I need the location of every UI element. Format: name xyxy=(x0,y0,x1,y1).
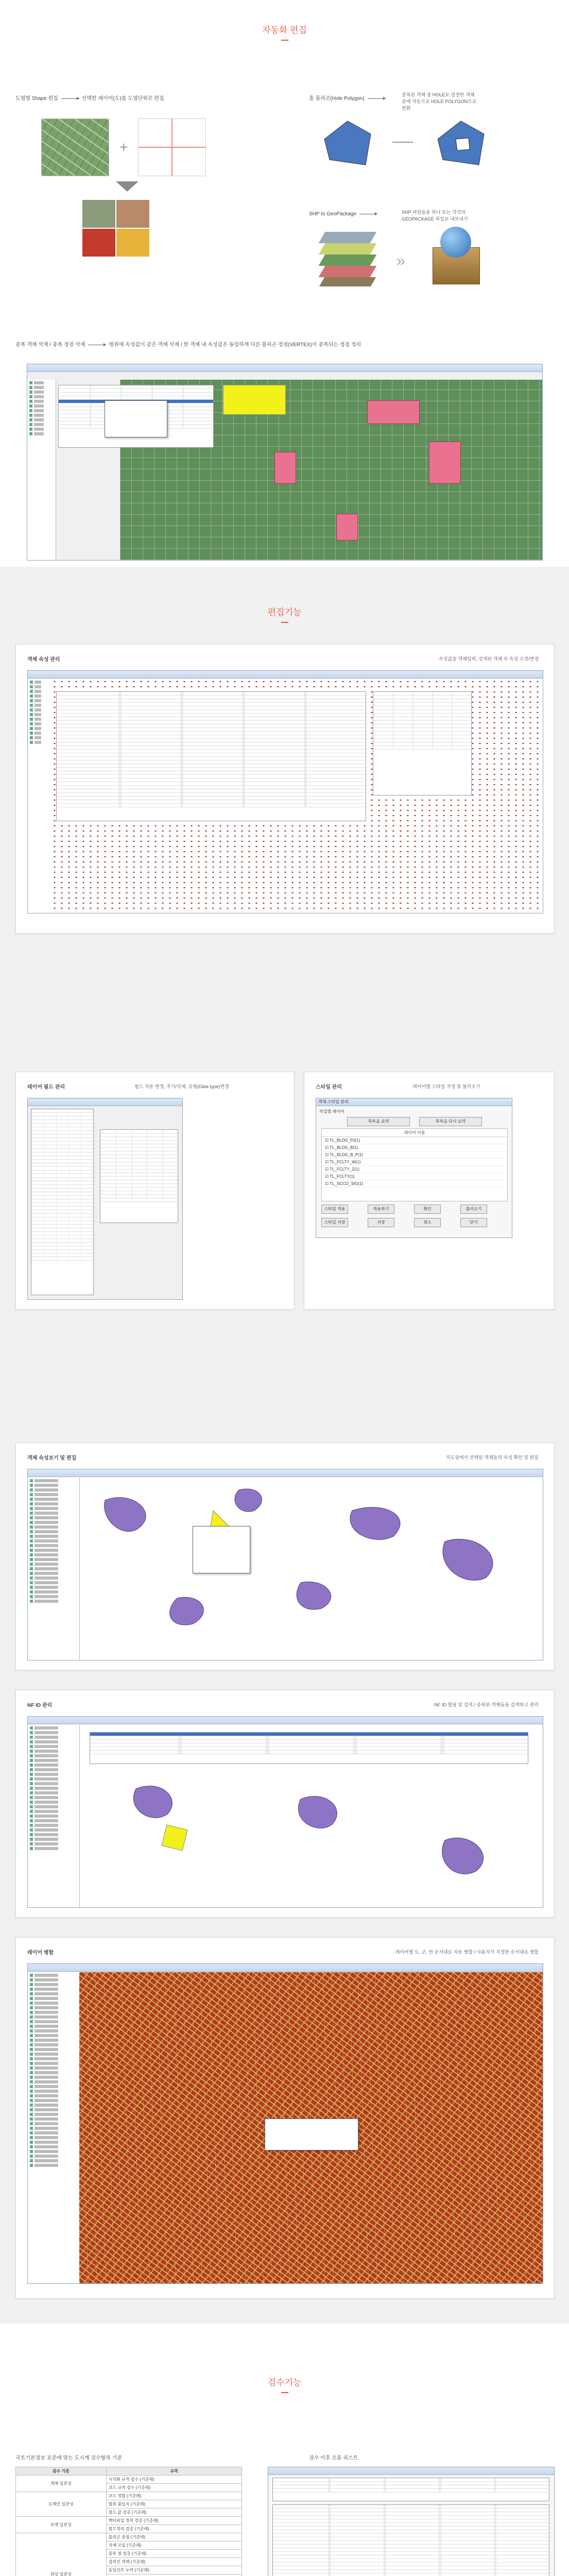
window-titlebar xyxy=(28,1098,182,1106)
error-list-screenshot xyxy=(268,2467,555,2576)
map-feature xyxy=(274,452,296,484)
summary-a-button[interactable]: 목록을 요약 xyxy=(347,1117,410,1126)
window-titlebar xyxy=(28,1964,543,1972)
map-canvas[interactable] xyxy=(84,1480,538,1655)
table-header: 검수 기준 xyxy=(16,2467,107,2476)
nfid-screenshot xyxy=(27,1716,543,1908)
map-feature xyxy=(336,514,358,540)
attr-title: 객체 속성 관리 xyxy=(27,657,60,663)
merge-complete-dialog xyxy=(265,2119,358,2150)
criteria-item: 동일선로 누락 (기준레) xyxy=(106,2566,242,2574)
section-inspect xyxy=(0,2324,569,2576)
batch-edit-screenshot xyxy=(27,364,543,561)
attr-desc: 속성값을 객체입력, 검색된 객체 속 속성 수정/변경 xyxy=(439,656,539,662)
split-tiles-icon xyxy=(82,200,149,257)
merge-title: 레이어 병합 xyxy=(27,1950,54,1956)
field-desc: 필드 자동 변경, 추가/삭제, 유형(Data type)변경 xyxy=(134,1084,229,1089)
criteria-item: 중복 점 검증 (기준레) xyxy=(106,2550,242,2558)
style-layer-row[interactable] xyxy=(322,1137,507,1144)
error-table[interactable] xyxy=(272,2504,549,2576)
gpkg-desc: SHP 파일들을 하나 또는 각각의 GEOPACKAGE 파일로 내보내기 xyxy=(402,210,468,222)
hole-polygon-icon xyxy=(433,118,489,170)
criteria-item: 필드 값 검증 (기준레) xyxy=(106,2509,242,2517)
chevron-down-icon xyxy=(116,181,139,192)
style-layer-row[interactable] xyxy=(322,1180,507,1188)
style-layer-row[interactable] xyxy=(322,1144,507,1151)
arrow-right-icon xyxy=(392,142,413,143)
layer-table-header: 레이어 이름 xyxy=(322,1129,507,1137)
confirm-button[interactable]: 확인 xyxy=(414,1205,441,1214)
batch-edit-label xyxy=(15,340,361,348)
style-layer-label: TL_BLDG_F0(1) xyxy=(330,1138,360,1143)
checkbox-icon[interactable]: ☑ xyxy=(325,1174,330,1179)
inspect-list-title: 검수 이후 오류 리스트 xyxy=(309,2455,358,2461)
style-card xyxy=(304,1072,555,1310)
style-layer-row[interactable] xyxy=(322,1159,507,1166)
layer-stack-icon xyxy=(317,232,378,289)
summary-b-button[interactable]: 목록을 다시 요약 xyxy=(419,1117,482,1126)
style-title: 스타일 관리 xyxy=(316,1084,342,1090)
style-layer-row[interactable] xyxy=(322,1166,507,1173)
window-titlebar xyxy=(28,1469,543,1477)
package-box-icon xyxy=(427,227,484,289)
layer-tree[interactable] xyxy=(28,1972,80,2283)
merge-screenshot xyxy=(27,1963,543,2284)
cancel-button[interactable]: 취소 xyxy=(414,1218,441,1227)
shape-edit-desc: 선택한 레이어(도)를 도엽단위로 편집 xyxy=(81,96,164,101)
criteria-group: 위상 일관성 xyxy=(16,2533,107,2576)
nfid-desc: NF ID 할당 및 검색 / 중복된 객체들을 검색하고 관리 xyxy=(434,1702,539,1707)
map-feature xyxy=(429,442,461,484)
checkbox-icon[interactable]: ☑ xyxy=(325,1145,330,1150)
criteria-group: 포맷 일관성 xyxy=(16,2517,107,2533)
section-title-inspect: 검수기능 xyxy=(0,2375,569,2393)
table-row xyxy=(16,2517,242,2525)
criteria-item xyxy=(106,2574,242,2576)
plus-icon: + xyxy=(119,139,128,155)
nfid-title: NF ID 관리 xyxy=(27,1703,53,1708)
table-row xyxy=(16,2533,242,2541)
copy-title: 객체 속성보기 및 편집 xyxy=(27,1455,77,1461)
inspect-table-title: 국토기본정보 표준에 맞는 도시계 검수항목 기준 xyxy=(15,2455,123,2461)
section-edit xyxy=(0,567,569,2324)
checkbox-icon[interactable]: ☑ xyxy=(325,1181,330,1186)
checkbox-icon[interactable]: ☑ xyxy=(325,1160,330,1164)
criteria-group: 도메인 일관성 xyxy=(16,2492,107,2517)
gpkg-label xyxy=(309,211,380,217)
style-layer-label: TL_BLDG_B_P(1) xyxy=(330,1153,364,1157)
checkbox-icon[interactable]: ☑ xyxy=(325,1167,330,1172)
table-header: 규격 xyxy=(106,2467,242,2476)
layer-tree[interactable] xyxy=(28,1725,80,1907)
property-dialog xyxy=(193,1526,250,1573)
attr-card xyxy=(15,644,555,934)
style-layer-label: TL_FCLTY(1) xyxy=(330,1174,355,1179)
criteria-item: 범위 불일치 (기준레) xyxy=(106,2500,242,2509)
window-titlebar xyxy=(27,364,542,372)
hole-desc: 중복된 객체 중 HOLE로 설정한 객체 중에 자동으로 HOLE POLYGON으로 변환 xyxy=(402,92,477,111)
shape-edit-label xyxy=(15,94,164,101)
section-title-convenience: 자동화 편집 xyxy=(0,23,569,41)
style-dialog xyxy=(316,1098,512,1238)
criteria-item: 시각화 규격 검수 (기준레) xyxy=(106,2476,242,2484)
save-button[interactable]: 저장 xyxy=(368,1218,394,1227)
attr-screenshot xyxy=(27,670,543,913)
criteria-item: 코드 정합 (기준레) xyxy=(106,2492,242,2500)
criteria-item: 폴리곤 중첩 (기준레) xyxy=(106,2533,242,2541)
map-canvas[interactable] xyxy=(84,1768,538,1902)
gpkg-title: SHP to GeoPackage xyxy=(309,211,357,217)
style-desc: 레이어별 스타일 지정 및 불러오기 xyxy=(412,1084,480,1089)
table-row xyxy=(16,2476,242,2484)
checkbox-icon[interactable]: ☑ xyxy=(325,1153,330,1157)
attribute-table[interactable] xyxy=(56,691,366,821)
checkbox-icon[interactable]: ☑ xyxy=(325,1138,330,1143)
table-row xyxy=(16,2492,242,2500)
error-filter-form[interactable] xyxy=(272,2478,549,2501)
arrow-right-icon xyxy=(368,98,385,99)
copy-screenshot xyxy=(27,1469,543,1660)
style-layer-label: TL_SCCO_SIG(1) xyxy=(330,1181,364,1186)
dialog-titlebar: 객체 스타일 관리 xyxy=(316,1098,512,1106)
criteria-item: 벡터파일 정의 검증 (기준레) xyxy=(106,2517,242,2525)
map-feature xyxy=(367,400,420,424)
inspect-criteria-table xyxy=(15,2467,242,2576)
section-convenience xyxy=(0,0,569,567)
layer-table xyxy=(321,1128,508,1201)
polygon-icon xyxy=(319,118,376,170)
nfid-table[interactable] xyxy=(90,1732,528,1764)
shape-edit-title: 도엽별 Shape 편집 xyxy=(15,96,58,101)
field-screenshot xyxy=(27,1098,183,1300)
layer-tree[interactable] xyxy=(28,679,51,913)
hole-title: 홀 폴리곤(Hole Polygon) xyxy=(309,96,365,101)
hole-label xyxy=(309,94,388,101)
merge-card xyxy=(15,1937,555,2299)
chevron-right-icon: » xyxy=(396,252,405,269)
layer-list[interactable] xyxy=(31,1109,94,1295)
style-layer-row[interactable] xyxy=(322,1151,507,1159)
criteria-item: 겹쳐진 객체 (기준레) xyxy=(106,2558,242,2566)
field-card xyxy=(15,1072,295,1310)
nfid-card xyxy=(15,1690,555,1918)
window-titlebar xyxy=(28,1717,543,1724)
grid-sheet-icon xyxy=(138,118,206,176)
criteria-item: 자체 꼬임 (기준레) xyxy=(106,2541,242,2550)
window-titlebar xyxy=(268,2467,554,2475)
attribute-editor[interactable] xyxy=(373,691,472,795)
merge-desc: 레이어별 도, 군, 면 순서대로 자동 병합 / 사용자가 지정한 순서대로 병합 xyxy=(395,1950,539,1955)
batch-edit-title: 중복 객체 삭제 / 중복 정점 삭제 xyxy=(15,342,85,348)
style-layer-label: TL_FCLTY_Z(1) xyxy=(330,1167,359,1172)
shape-map-tile-icon xyxy=(41,118,109,176)
map-feature xyxy=(223,385,286,415)
apply-style-button[interactable]: 스타일 적용 xyxy=(321,1205,348,1214)
batch-edit-desc: 범위에 속성값이 같은 객체 삭제 / 한 객체 내 속성값은 동일하게 다른 폴리곤 정점(VERTEX)이 중복되는 정점 정리 xyxy=(109,342,361,348)
tab-layers[interactable]: 작업별 레이어 xyxy=(319,1109,344,1114)
field-title: 레이어 필드 관리 xyxy=(27,1084,65,1090)
arrow-right-icon xyxy=(61,98,79,99)
section-title-edit: 편집기능 xyxy=(0,605,569,623)
layer-tree[interactable] xyxy=(27,380,56,560)
close-button[interactable]: 닫기 xyxy=(460,1218,487,1227)
window-titlebar xyxy=(28,671,543,679)
field-list[interactable] xyxy=(100,1129,178,1223)
copy-desc: 지도상에서 선택된 객체들의 속성 확인 및 편집 xyxy=(445,1455,539,1460)
style-layer-label: TL_BLDG_B(1) xyxy=(330,1145,358,1150)
save-style-button[interactable]: 스타일 저장 xyxy=(321,1218,348,1227)
criteria-item: 필드정의 검증 (기준레) xyxy=(106,2525,242,2533)
layer-tree[interactable] xyxy=(28,1478,80,1660)
copy-card xyxy=(15,1443,555,1670)
progress-dialog xyxy=(105,400,167,437)
style-layer-label: TL_FCLTY_W(1) xyxy=(330,1160,361,1164)
load-button[interactable]: 불러오기 xyxy=(460,1205,487,1214)
criteria-item: 코드 규격 검수 (기준레) xyxy=(106,2484,242,2492)
criteria-group: 객체 일관성 xyxy=(16,2476,107,2492)
style-layer-row[interactable] xyxy=(322,1173,507,1180)
apply-button[interactable]: 적용하기 xyxy=(368,1205,394,1214)
